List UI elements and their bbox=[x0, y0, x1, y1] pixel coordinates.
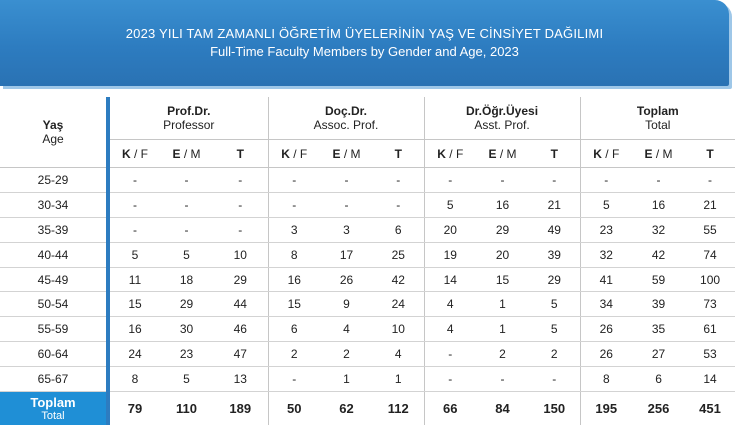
value-cell: 15 bbox=[476, 267, 529, 292]
value-cell: 14 bbox=[424, 267, 476, 292]
subheader-em: E / M bbox=[320, 140, 373, 168]
value-cell: - bbox=[108, 217, 160, 242]
value-cell: 18 bbox=[160, 267, 213, 292]
value-cell: - bbox=[213, 168, 268, 193]
value-cell: 20 bbox=[476, 242, 529, 267]
value-cell: 16 bbox=[476, 192, 529, 217]
value-cell: - bbox=[685, 168, 735, 193]
value-cell: 16 bbox=[632, 192, 685, 217]
value-cell: 74 bbox=[685, 242, 735, 267]
total-cell: 112 bbox=[373, 392, 424, 425]
group-header-total bbox=[580, 97, 735, 140]
value-cell: 1 bbox=[320, 367, 373, 392]
subheader-f: F bbox=[611, 146, 620, 161]
value-cell: 42 bbox=[373, 267, 424, 292]
subheader-k: K bbox=[437, 146, 446, 161]
subheader-f: F bbox=[140, 146, 149, 161]
subheader-em: E / M bbox=[632, 140, 685, 168]
total-cell: 150 bbox=[529, 392, 580, 425]
total-cell: 66 bbox=[443, 401, 458, 417]
subheader-em: E / M bbox=[476, 140, 529, 168]
table-row bbox=[0, 342, 735, 367]
age-cell: 40-44 bbox=[0, 242, 108, 267]
table-row bbox=[0, 217, 735, 242]
value-cell: 29 bbox=[529, 267, 580, 292]
value-cell: - bbox=[476, 367, 529, 392]
value-cell: 13 bbox=[213, 367, 268, 392]
age-cell: 55-59 bbox=[0, 317, 108, 342]
value-cell: 2 bbox=[268, 342, 320, 367]
group-en: Asst. Prof. bbox=[474, 118, 530, 132]
age-cell: 25-29 bbox=[0, 168, 108, 193]
value-cell: - bbox=[476, 168, 529, 193]
value-cell: 25 bbox=[373, 242, 424, 267]
group-en: Total bbox=[645, 118, 671, 132]
value-cell: 10 bbox=[213, 242, 268, 267]
value-cell: - bbox=[160, 192, 213, 217]
value-cell: 73 bbox=[685, 292, 735, 317]
total-cell: 62 bbox=[339, 401, 354, 417]
subheader-f: F bbox=[299, 146, 308, 161]
value-cell: 29 bbox=[213, 267, 268, 292]
table-row bbox=[0, 317, 735, 342]
value-cell: 19 bbox=[424, 242, 476, 267]
value-cell: 5 bbox=[160, 367, 213, 392]
value-cell: 30 bbox=[160, 317, 213, 342]
subheader-kf: K / F bbox=[108, 140, 160, 168]
value-cell: 26 bbox=[580, 342, 632, 367]
table-body bbox=[0, 168, 735, 392]
value-cell: - bbox=[320, 168, 373, 193]
value-cell: - bbox=[108, 192, 160, 217]
value-cell: 32 bbox=[580, 242, 632, 267]
value-cell: - bbox=[268, 168, 320, 193]
age-cell: 30-34 bbox=[0, 192, 108, 217]
group-tr: Prof.Dr. bbox=[167, 104, 211, 118]
subheader-kf: K / F bbox=[580, 140, 632, 168]
value-cell: 23 bbox=[580, 217, 632, 242]
value-cell: 1 bbox=[476, 317, 529, 342]
value-cell: 4 bbox=[424, 317, 476, 342]
total-cell: 195 bbox=[595, 401, 618, 417]
value-cell: 14 bbox=[685, 367, 735, 392]
age-cell: 50-54 bbox=[0, 292, 108, 317]
value-cell: - bbox=[529, 168, 580, 193]
value-cell: 5 bbox=[529, 317, 580, 342]
total-cell: 451 bbox=[699, 401, 721, 417]
value-cell: 41 bbox=[580, 267, 632, 292]
value-cell: 24 bbox=[373, 292, 424, 317]
value-cell: 3 bbox=[320, 217, 373, 242]
value-cell: - bbox=[213, 217, 268, 242]
total-label-en: Total bbox=[41, 410, 65, 423]
value-cell: 17 bbox=[320, 242, 373, 267]
value-cell: 4 bbox=[424, 292, 476, 317]
group-en: Professor bbox=[163, 118, 215, 132]
value-cell: 34 bbox=[580, 292, 632, 317]
subheader-t: T bbox=[213, 140, 268, 168]
header-row-sub bbox=[0, 140, 735, 168]
value-cell: - bbox=[424, 342, 476, 367]
subheader-t: T bbox=[529, 140, 580, 168]
group-header-professor bbox=[108, 97, 268, 140]
table-row bbox=[0, 292, 735, 317]
value-cell: - bbox=[529, 367, 580, 392]
value-cell: 8 bbox=[268, 242, 320, 267]
value-cell: - bbox=[268, 367, 320, 392]
value-cell: - bbox=[424, 367, 476, 392]
value-cell: 2 bbox=[476, 342, 529, 367]
total-cell: 50 bbox=[287, 401, 302, 417]
value-cell: 5 bbox=[529, 292, 580, 317]
subheader-t: T bbox=[373, 140, 424, 168]
table-row bbox=[0, 192, 735, 217]
age-cell: 60-64 bbox=[0, 342, 108, 367]
value-cell: - bbox=[373, 168, 424, 193]
subheader-t: T bbox=[685, 140, 735, 168]
subheader-em: E / M bbox=[160, 140, 213, 168]
value-cell: 6 bbox=[373, 217, 424, 242]
age-header-tr: Yaş bbox=[42, 118, 64, 132]
value-cell: 26 bbox=[580, 317, 632, 342]
faculty-table bbox=[0, 97, 735, 425]
value-cell: 15 bbox=[108, 292, 160, 317]
value-cell: 10 bbox=[373, 317, 424, 342]
value-cell: 8 bbox=[580, 367, 632, 392]
subheader-m: M bbox=[662, 146, 673, 161]
value-cell: 5 bbox=[108, 242, 160, 267]
value-cell: 39 bbox=[529, 242, 580, 267]
table-row bbox=[0, 242, 735, 267]
total-cell: 189 bbox=[213, 392, 268, 425]
value-cell: 24 bbox=[108, 342, 160, 367]
table-row bbox=[0, 168, 735, 193]
value-cell: - bbox=[160, 217, 213, 242]
group-tr: Doç.Dr. bbox=[325, 104, 368, 118]
total-label-tr: Toplam bbox=[30, 395, 76, 411]
subheader-e: E bbox=[644, 146, 653, 161]
value-cell: - bbox=[160, 168, 213, 193]
value-cell: 9 bbox=[320, 292, 373, 317]
subheader-e: E bbox=[172, 146, 181, 161]
subheader-m: M bbox=[350, 146, 361, 161]
value-cell: 4 bbox=[373, 342, 424, 367]
group-en: Assoc. Prof. bbox=[313, 118, 379, 132]
value-cell: 16 bbox=[108, 317, 160, 342]
value-cell: 6 bbox=[632, 367, 685, 392]
value-cell: - bbox=[213, 192, 268, 217]
value-cell: 29 bbox=[476, 217, 529, 242]
value-cell: 3 bbox=[268, 217, 320, 242]
value-cell: 59 bbox=[632, 267, 685, 292]
value-cell: 53 bbox=[685, 342, 735, 367]
total-cell: 110 bbox=[176, 401, 197, 417]
value-cell: - bbox=[632, 168, 685, 193]
total-cell: 256 bbox=[647, 401, 670, 417]
value-cell: 4 bbox=[320, 317, 373, 342]
value-cell: 100 bbox=[685, 267, 735, 292]
value-cell: 2 bbox=[320, 342, 373, 367]
value-cell: 21 bbox=[529, 192, 580, 217]
value-cell: 27 bbox=[632, 342, 685, 367]
table-row bbox=[0, 267, 735, 292]
subheader-kf: K / F bbox=[268, 140, 320, 168]
value-cell: 39 bbox=[632, 292, 685, 317]
value-cell: 29 bbox=[160, 292, 213, 317]
value-cell: 26 bbox=[320, 267, 373, 292]
value-cell: 20 bbox=[424, 217, 476, 242]
subheader-m: M bbox=[190, 146, 201, 161]
value-cell: - bbox=[424, 168, 476, 193]
subheader-f: F bbox=[455, 146, 464, 161]
subheader-k: K bbox=[593, 146, 602, 161]
value-cell: - bbox=[373, 192, 424, 217]
value-cell: 21 bbox=[685, 192, 735, 217]
age-cell: 65-67 bbox=[0, 367, 108, 392]
value-cell: 6 bbox=[268, 317, 320, 342]
subheader-e: E bbox=[332, 146, 341, 161]
total-cell: 79 bbox=[127, 401, 143, 417]
value-cell: 42 bbox=[632, 242, 685, 267]
value-cell: 46 bbox=[213, 317, 268, 342]
table-row bbox=[0, 367, 735, 392]
value-cell: 5 bbox=[160, 242, 213, 267]
group-tr: Dr.Öğr.Üyesi bbox=[466, 104, 539, 118]
title-english: Full-Time Faculty Members by Gender and Age, 2023 bbox=[210, 44, 519, 59]
subheader-kf: K / F bbox=[424, 140, 476, 168]
value-cell: 49 bbox=[529, 217, 580, 242]
title-turkish: 2023 YILI TAM ZAMANLI ÖĞRETİM ÜYELERİNİN YAŞ VE CİNSİYET DAĞILIMI bbox=[125, 26, 604, 41]
subheader-m: M bbox=[506, 146, 517, 161]
age-cell: 45-49 bbox=[0, 267, 108, 292]
value-cell: 44 bbox=[213, 292, 268, 317]
value-cell: 1 bbox=[476, 292, 529, 317]
value-cell: 15 bbox=[268, 292, 320, 317]
subheader-e: E bbox=[488, 146, 497, 161]
header-row-groups bbox=[0, 97, 735, 140]
value-cell: 2 bbox=[529, 342, 580, 367]
value-cell: - bbox=[268, 192, 320, 217]
value-cell: 61 bbox=[685, 317, 735, 342]
total-row bbox=[0, 392, 735, 425]
group-header-assoc-prof bbox=[268, 97, 424, 140]
value-cell: 8 bbox=[108, 367, 160, 392]
total-label bbox=[0, 392, 108, 425]
value-cell: - bbox=[580, 168, 632, 193]
age-header bbox=[0, 97, 108, 168]
group-tr: Toplam bbox=[636, 104, 679, 118]
value-cell: 55 bbox=[685, 217, 735, 242]
value-cell: 11 bbox=[108, 267, 160, 292]
value-cell: - bbox=[108, 168, 160, 193]
value-cell: 1 bbox=[373, 367, 424, 392]
age-cell: 35-39 bbox=[0, 217, 108, 242]
age-header-en: Age bbox=[42, 132, 64, 146]
subheader-k: K bbox=[121, 146, 131, 161]
value-cell: - bbox=[320, 192, 373, 217]
value-cell: 5 bbox=[580, 192, 632, 217]
subheader-k: K bbox=[281, 146, 290, 161]
value-cell: 47 bbox=[213, 342, 268, 367]
total-cell: 84 bbox=[495, 401, 510, 417]
value-cell: 23 bbox=[160, 342, 213, 367]
group-header-asst-prof bbox=[424, 97, 580, 140]
value-cell: 5 bbox=[424, 192, 476, 217]
value-cell: 32 bbox=[632, 217, 685, 242]
value-cell: 16 bbox=[268, 267, 320, 292]
value-cell: 35 bbox=[632, 317, 685, 342]
title-banner bbox=[0, 0, 729, 86]
